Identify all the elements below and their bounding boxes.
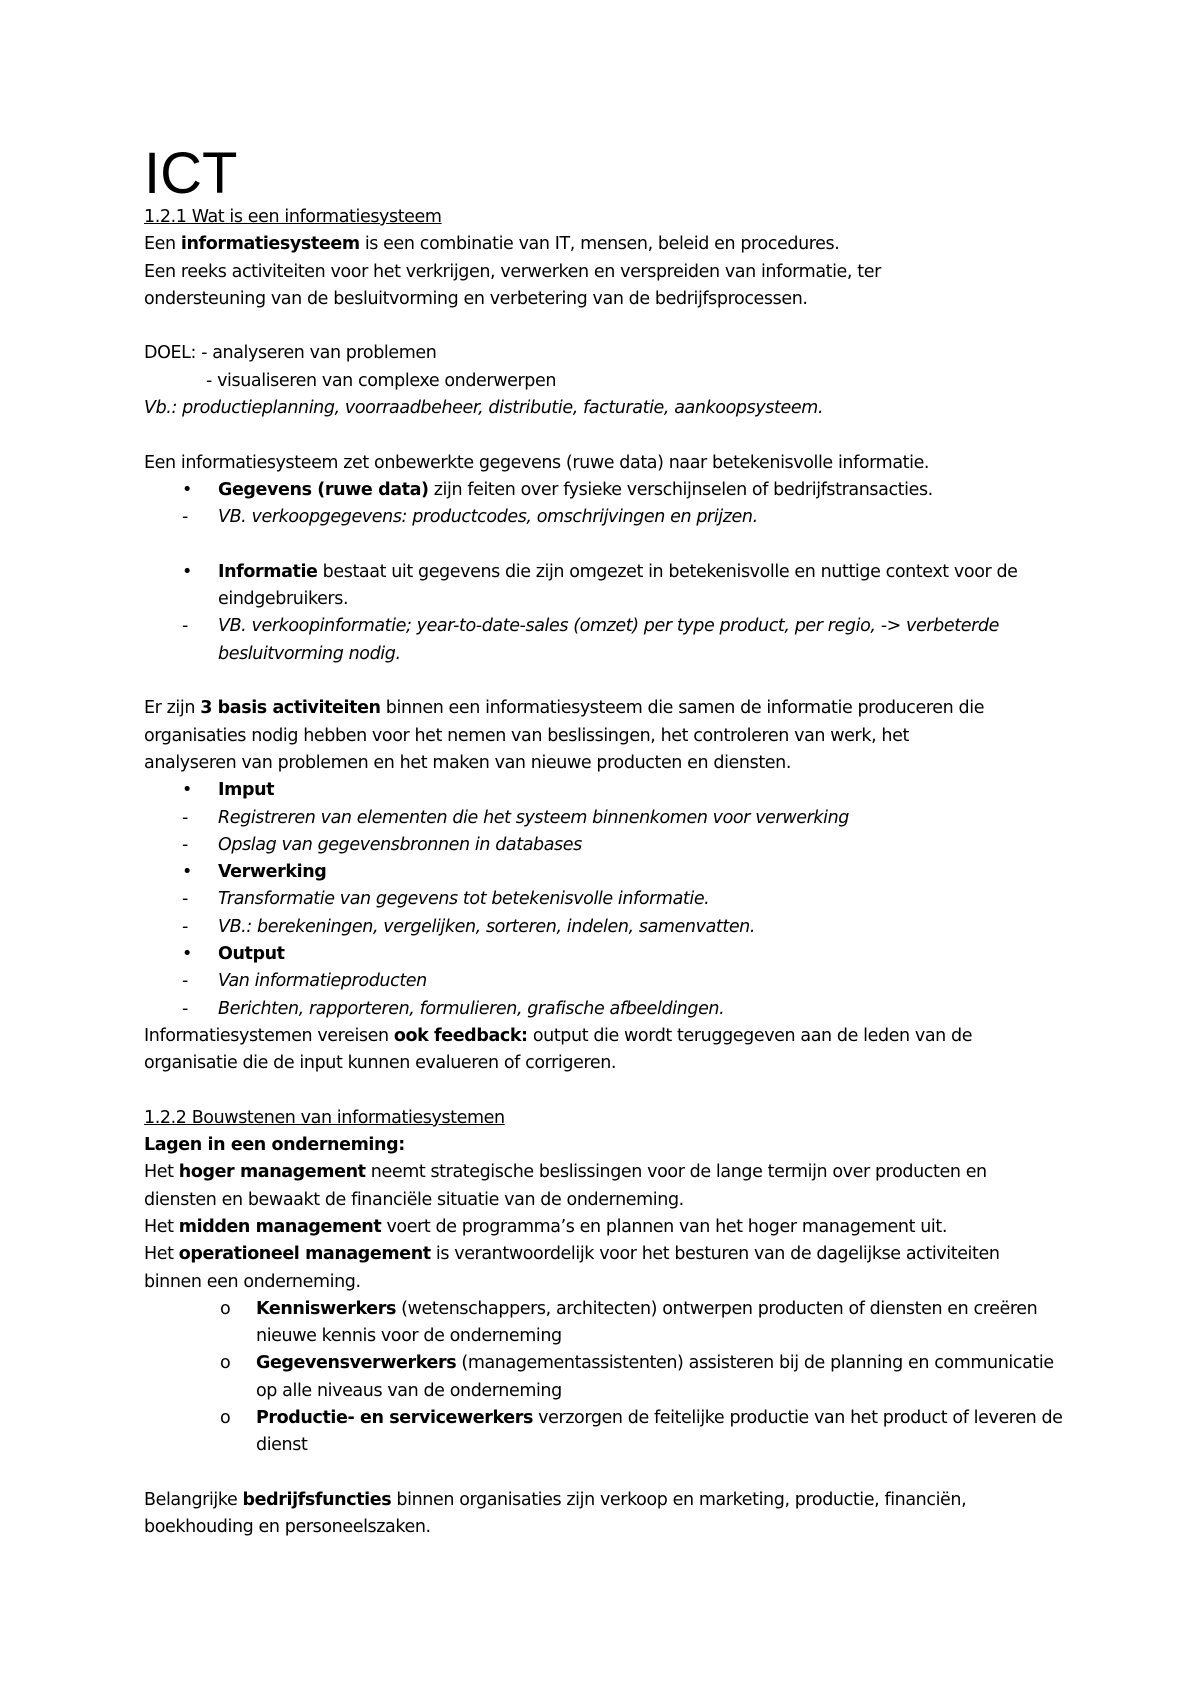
dash-icon: - (182, 889, 188, 910)
list-item-input-detail-1: - Registreren van elementen die het systeem binnenkomen voor verwerking (144, 805, 1074, 832)
dash-icon: - (182, 971, 188, 992)
bullet-icon: • (182, 479, 192, 500)
bullet-icon: • (182, 862, 192, 883)
bullet-icon: • (182, 561, 192, 582)
example-line: Vb.: productieplanning, voorraadbeheer, distributie, facturatie, aankoopsysteem. (144, 398, 824, 419)
definition-line-3: ondersteuning van de besluitvorming en verbetering van de bedrijfsprocessen. (144, 288, 808, 309)
feedback-paragraph: Informatiesystemen vereisen ook feedback: output die wordt teruggegeven aan de leden van de (144, 1025, 973, 1046)
feedback-line-2: organisatie die de input kunnen evalueren of corrigeren. (144, 1053, 617, 1074)
list-item-informatie-example: - VB. verkoopinformatie; year-to-date-sales (omzet) per type product, per regio, -> verbeterde besluitvorming nodig. (144, 613, 1074, 668)
bedrijfsfuncties-paragraph: Belangrijke bedrijfsfuncties binnen organisaties zijn verkoop en marketing, productie, financiën, (144, 1489, 967, 1510)
definition-line-2: Een reeks activiteiten voor het verkrijgen, verwerken en verspreiden van informatie, ter (144, 261, 881, 282)
list-item-verwerking-detail-1: - Transformatie van gegevens tot betekenisvolle informatie. (144, 886, 1074, 913)
list-item-productiewerkers: o Productie- en servicewerkers verzorgen de feitelijke productie van het product of leveren de dienst (144, 1405, 1074, 1460)
basis-line-2: organisaties nodig hebben voor het nemen van beslissingen, het controleren van werk, het (144, 725, 909, 746)
doel-line-2: - visualiseren van complexe onderwerpen (206, 370, 557, 391)
list-item-output-detail-1: - Van informatieproducten (144, 968, 1074, 995)
bullet-icon: • (182, 944, 192, 965)
section-heading-1-2-2: 1.2.2 Bouwstenen van informatiesystemen (144, 1107, 505, 1128)
dash-icon: - (182, 998, 188, 1019)
circle-bullet-icon: o (220, 1408, 231, 1429)
document-content (144, 142, 1074, 1542)
hoger-management-line-2: diensten en bewaakt de financiële situatie van de onderneming. (144, 1189, 684, 1210)
dash-icon: - (182, 616, 188, 637)
operationeel-management-line-2: binnen een onderneming. (144, 1271, 361, 1292)
list-item-output-detail-2: - Berichten, rapporteren, formulieren, grafische afbeeldingen. (144, 996, 1074, 1023)
dash-icon: - (182, 807, 188, 828)
list-item-verwerking: • Verwerking (144, 859, 1074, 886)
list-item-gegevens: • Gegevens (ruwe data) zijn feiten over fysieke verschijnselen of bedrijfstransacties. (144, 477, 1074, 504)
circle-bullet-icon: o (220, 1353, 231, 1374)
list-item-informatie: • Informatie bestaat uit gegevens die zijn omgezet in betekenisvolle en nuttige context voor de eindgebruikers. (144, 559, 1074, 614)
list-item-output: • Output (144, 941, 1074, 968)
circle-bullet-icon: o (220, 1298, 231, 1319)
list-item-input-detail-2: - Opslag van gegevensbronnen in databases (144, 832, 1074, 859)
conversion-paragraph: Een informatiesysteem zet onbewerkte gegevens (ruwe data) naar betekenisvolle informatie. (144, 452, 930, 473)
list-item-gegevens-example: - VB. verkoopgegevens: productcodes, omschrijvingen en prijzen. (144, 504, 1074, 531)
dash-icon: - (182, 916, 188, 937)
midden-management-paragraph: Het midden management voert de programma’s en plannen van het hoger management uit. (144, 1216, 948, 1237)
dash-icon: - (182, 834, 188, 855)
list-item-gegevensverwerkers: o Gegevensverwerkers (managementassistenten) assisteren bij de planning en communicatie op alle niveaus van de onderneming (144, 1350, 1074, 1405)
section-heading-1-2-1: 1.2.1 Wat is een informatiesysteem (144, 207, 442, 227)
operationeel-management-paragraph: Het operationeel management is verantwoordelijk voor het besturen van de dagelijkse activiteiten (144, 1244, 1000, 1265)
basis-line-3: analyseren van problemen en het maken van nieuwe producten en diensten. (144, 752, 792, 773)
dash-icon: - (182, 507, 188, 528)
bullet-icon: • (182, 780, 192, 801)
basis-paragraph: Er zijn 3 basis activiteiten binnen een informatiesysteem die samen de informatie produceren die (144, 698, 985, 719)
hoger-management-paragraph: Het hoger management neemt strategische beslissingen voor de lange termijn over producten en (144, 1162, 987, 1183)
definition-paragraph: Een informatiesysteem is een combinatie van IT, mensen, beleid en procedures. (144, 234, 840, 255)
lagen-heading: Lagen in een onderneming: (144, 1135, 405, 1156)
list-item-input: • Imput (144, 777, 1074, 804)
page-title: ICT (144, 141, 238, 206)
doel-line-1: DOEL: - analyseren van problemen (144, 343, 437, 364)
list-item-kenniswerkers: o Kenniswerkers (wetenschappers, architecten) ontwerpen producten of diensten en creëren nieuwe kennis voor de onderneming (144, 1296, 1074, 1351)
list-item-verwerking-detail-2: - VB.: berekeningen, vergelijken, sorteren, indelen, samenvatten. (144, 914, 1074, 941)
bedrijfsfuncties-line-2: boekhouding en personeelszaken. (144, 1517, 431, 1538)
